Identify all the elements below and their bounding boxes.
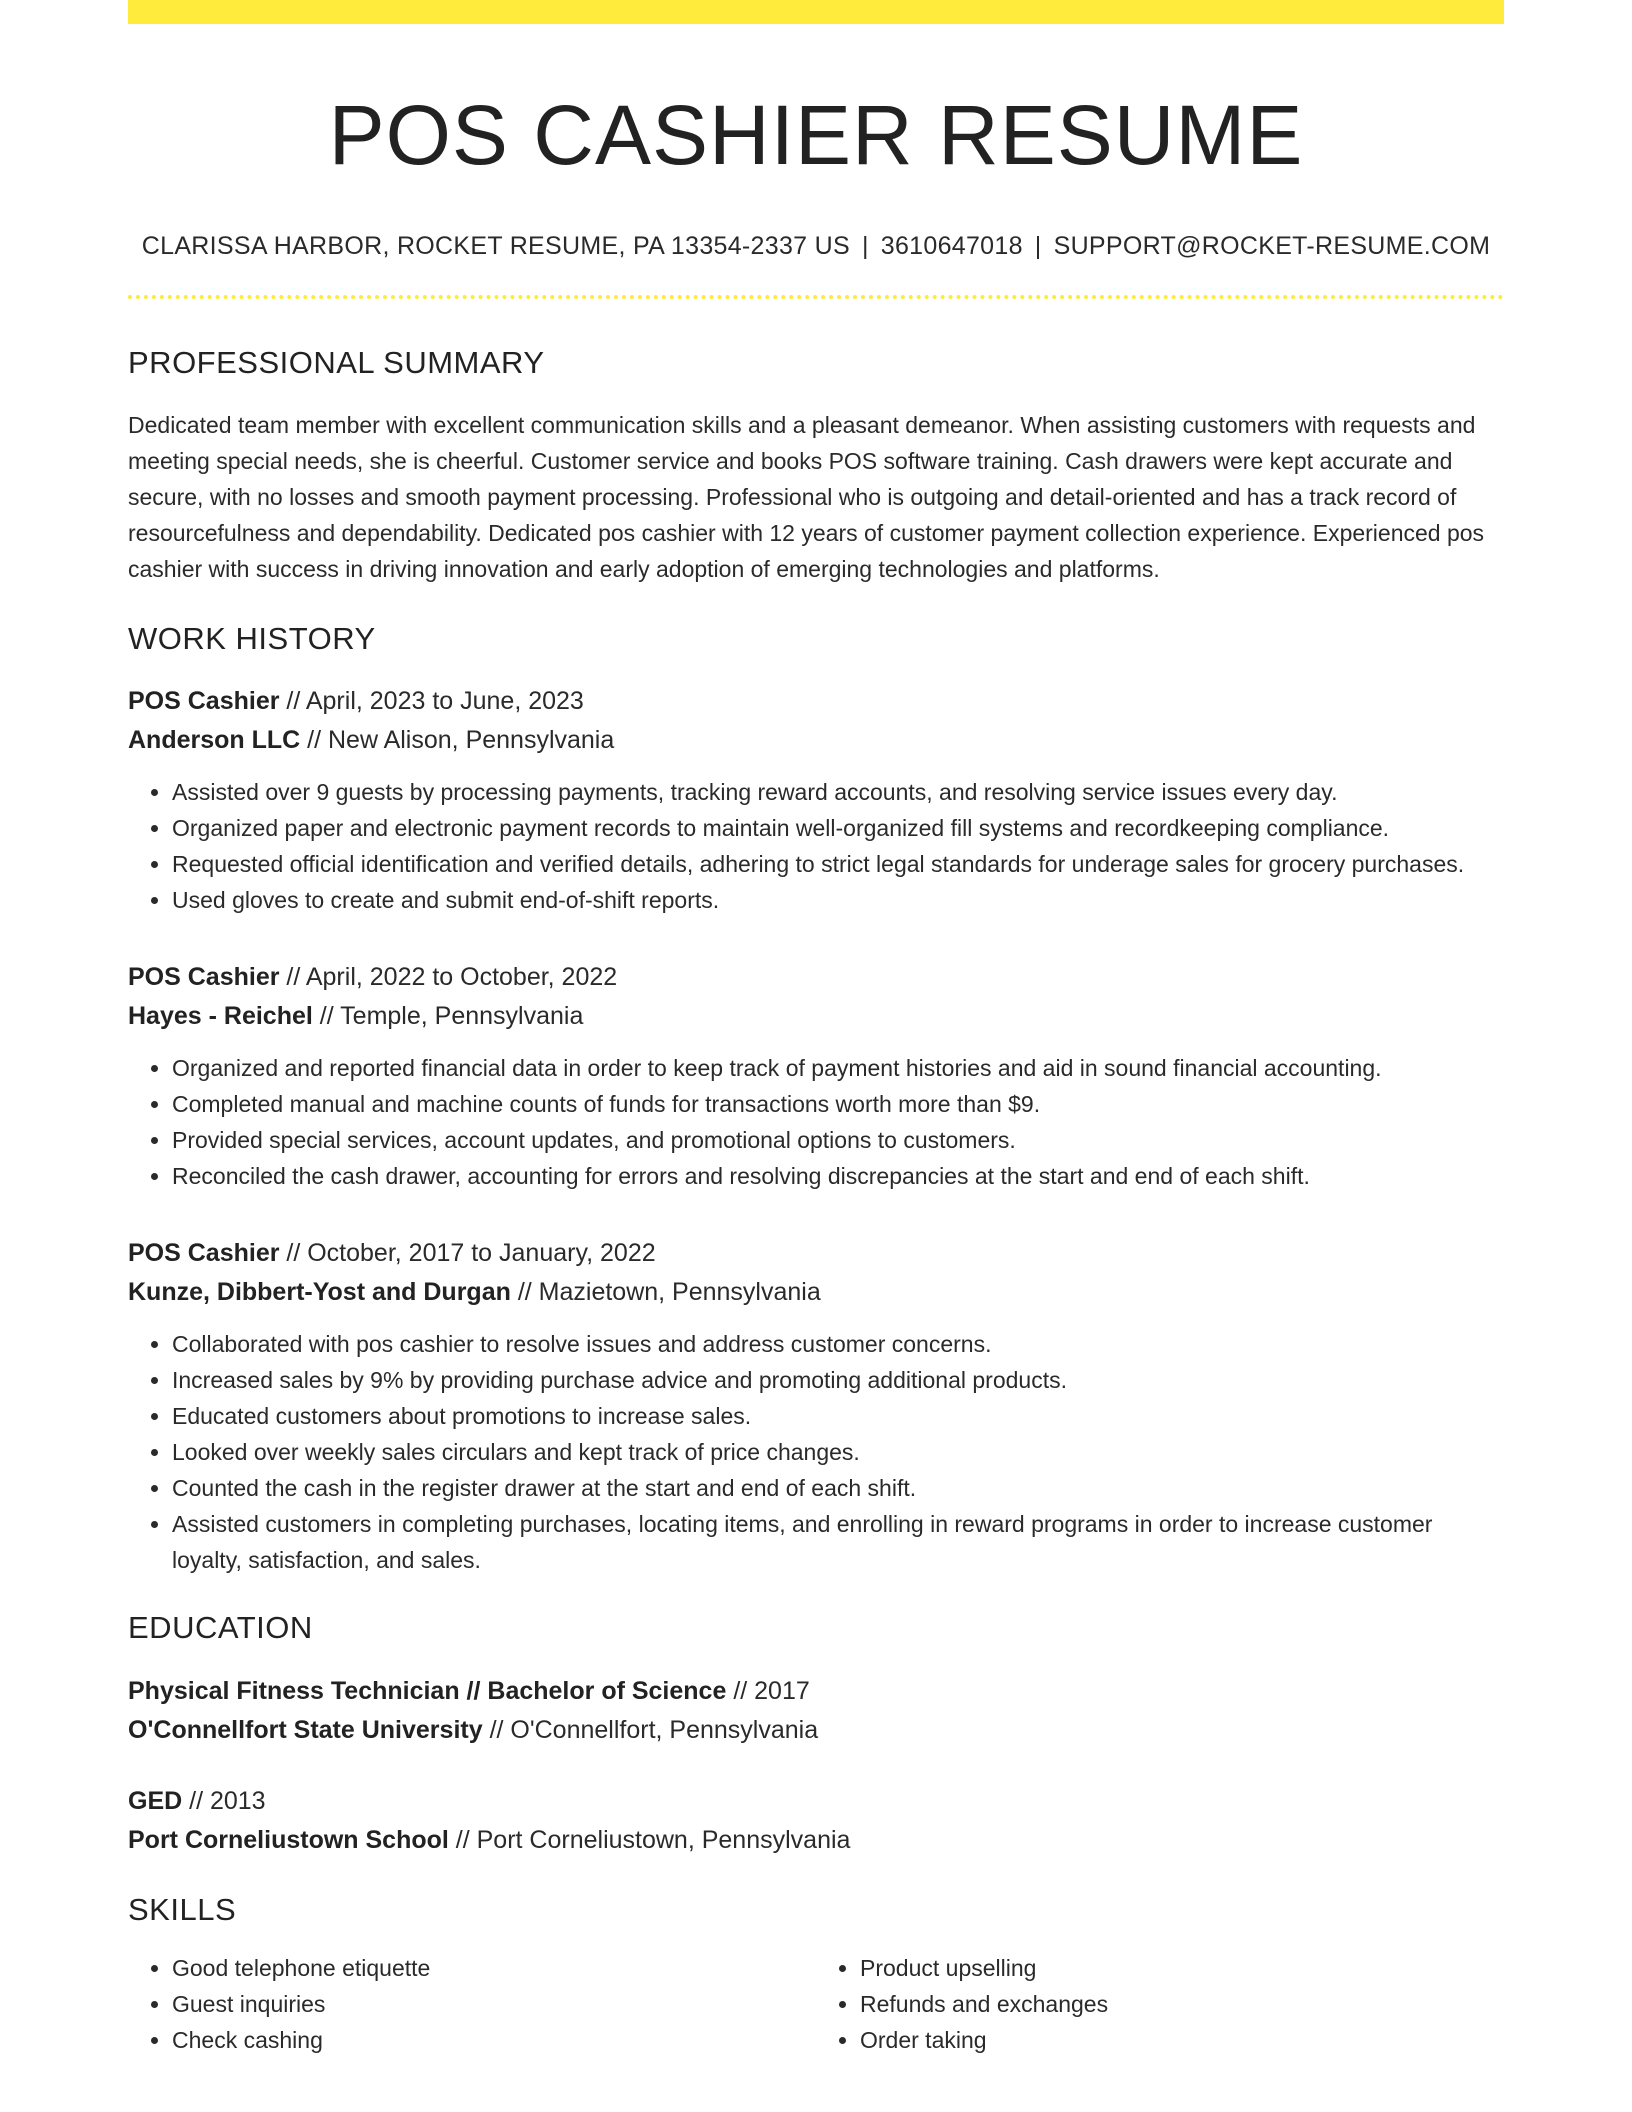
job-bullet: • Collaborated with pos cashier to resolve issues and address customer concerns. bbox=[172, 1326, 1504, 1362]
job-location: // New Alison, Pennsylvania bbox=[300, 725, 615, 754]
education-degree: Physical Fitness Technician // Bachelor of Science bbox=[128, 1676, 727, 1705]
job-company: Hayes - Reichel bbox=[128, 1001, 313, 1030]
skill-item: • Refunds and exchanges bbox=[860, 1986, 1504, 2022]
skill-item: • Product upselling bbox=[860, 1950, 1504, 1986]
dotted-divider bbox=[128, 295, 1504, 299]
education-degree-line bbox=[128, 1782, 1504, 1821]
job-title: POS Cashier bbox=[128, 962, 280, 991]
skill-item: • Order taking bbox=[860, 2022, 1504, 2058]
resume-page bbox=[128, 0, 1504, 2058]
job-title: POS Cashier bbox=[128, 1238, 280, 1267]
job-bullet: • Assisted customers in completing purchases, locating items, and enrolling in reward programs in order to increase customer loyalty, satisfaction, and sales. bbox=[172, 1506, 1504, 1578]
education-degree: GED bbox=[128, 1786, 183, 1815]
skill-item: • Good telephone etiquette bbox=[172, 1950, 816, 1986]
work-history-heading: WORK HISTORY bbox=[128, 620, 376, 656]
education-heading: EDUCATION bbox=[128, 1609, 313, 1645]
education-school: Port Corneliustown School bbox=[128, 1825, 449, 1854]
top-accent-bar bbox=[128, 0, 1504, 24]
job-company-line bbox=[128, 1273, 1504, 1312]
job-title: POS Cashier bbox=[128, 686, 280, 715]
job-bullet: • Organized and reported financial data in order to keep track of payment histories and aid in sound financial accounting. bbox=[172, 1050, 1504, 1086]
job-company-line bbox=[128, 721, 1504, 760]
skills-column-left bbox=[128, 1950, 816, 2058]
job-bullet: • Counted the cash in the register drawer at the start and end of each shift. bbox=[172, 1470, 1504, 1506]
contact-address: CLARISSA HARBOR, ROCKET RESUME, PA 13354-2337 US bbox=[141, 231, 850, 260]
job-dates: // April, 2022 to October, 2022 bbox=[279, 962, 618, 991]
job-bullets bbox=[128, 1326, 1504, 1578]
job-company-line bbox=[128, 997, 1504, 1036]
job-bullet: • Provided special services, account updates, and promotional options to customers. bbox=[172, 1122, 1504, 1158]
education-school-line bbox=[128, 1821, 1504, 1860]
job-company: Anderson LLC bbox=[128, 725, 301, 754]
contact-separator: | bbox=[1034, 231, 1042, 260]
skill-item: • Check cashing bbox=[172, 2022, 816, 2058]
job-bullet: • Used gloves to create and submit end-of-shift reports. bbox=[172, 882, 1504, 918]
education-location: // Port Corneliustown, Pennsylvania bbox=[448, 1825, 851, 1854]
education-entry bbox=[128, 1672, 1504, 1750]
job-bullet: • Looked over weekly sales circulars and kept track of price changes. bbox=[172, 1434, 1504, 1470]
education-year: // 2013 bbox=[182, 1786, 266, 1815]
resume-title: POS CASHIER RESUME bbox=[328, 88, 1304, 182]
summary-heading: PROFESSIONAL SUMMARY bbox=[128, 344, 545, 380]
job-title-line bbox=[128, 958, 1504, 997]
contact-separator: | bbox=[861, 231, 869, 260]
job-location: // Temple, Pennsylvania bbox=[312, 1001, 584, 1030]
job-bullets bbox=[128, 774, 1504, 918]
job-bullet: • Assisted over 9 guests by processing payments, tracking reward accounts, and resolving service issues every day. bbox=[172, 774, 1504, 810]
contact-line bbox=[128, 232, 1504, 261]
job-bullet: • Educated customers about promotions to increase sales. bbox=[172, 1398, 1504, 1434]
job-entry bbox=[128, 682, 1504, 918]
job-bullet: • Reconciled the cash drawer, accounting for errors and resolving discrepancies at the start and end of each shift. bbox=[172, 1158, 1504, 1194]
education-school: O'Connellfort State University bbox=[128, 1715, 483, 1744]
education-year: // 2017 bbox=[726, 1676, 810, 1705]
job-title-line bbox=[128, 682, 1504, 721]
job-bullet: • Increased sales by 9% by providing purchase advice and promoting additional products. bbox=[172, 1362, 1504, 1398]
contact-phone: 3610647018 bbox=[880, 231, 1023, 260]
job-entry bbox=[128, 1234, 1504, 1578]
education-location: // O'Connellfort, Pennsylvania bbox=[482, 1715, 819, 1744]
contact-email: SUPPORT@ROCKET-RESUME.COM bbox=[1053, 231, 1491, 260]
skill-item: • Guest inquiries bbox=[172, 1986, 816, 2022]
job-bullet: • Organized paper and electronic payment records to maintain well-organized fill systems and recordkeeping compliance. bbox=[172, 810, 1504, 846]
job-dates: // April, 2023 to June, 2023 bbox=[279, 686, 584, 715]
job-company: Kunze, Dibbert-Yost and Durgan bbox=[128, 1277, 511, 1306]
job-location: // Mazietown, Pennsylvania bbox=[510, 1277, 821, 1306]
job-bullet: • Completed manual and machine counts of funds for transactions worth more than $9. bbox=[172, 1086, 1504, 1122]
job-title-line bbox=[128, 1234, 1504, 1273]
skills-heading: SKILLS bbox=[128, 1891, 237, 1927]
education-entry bbox=[128, 1782, 1504, 1860]
job-entry bbox=[128, 958, 1504, 1194]
summary-text: Dedicated team member with excellent communication skills and a pleasant demeanor. When assisting customers with requests and meeting special needs, she is cheerful. Customer service and books POS software training. Cash drawers were kept accurate and secure, with no losses and smooth payment processing. Professional who is outgoing and detail-oriented and has a track record of resourcefulness and dependability. Dedicated pos cashier with 12 years of customer payment collection experience. Experienced pos cashier with success in driving innovation and early adoption of emerging technologies and platforms. bbox=[128, 411, 1485, 582]
skills-grid bbox=[128, 1950, 1504, 2058]
education-school-line bbox=[128, 1711, 1504, 1750]
job-bullet: • Requested official identification and verified details, adhering to strict legal standards for underage sales for grocery purchases. bbox=[172, 846, 1504, 882]
job-bullets bbox=[128, 1050, 1504, 1194]
skills-column-right bbox=[816, 1950, 1504, 2058]
education-degree-line bbox=[128, 1672, 1504, 1711]
job-dates: // October, 2017 to January, 2022 bbox=[279, 1238, 656, 1267]
